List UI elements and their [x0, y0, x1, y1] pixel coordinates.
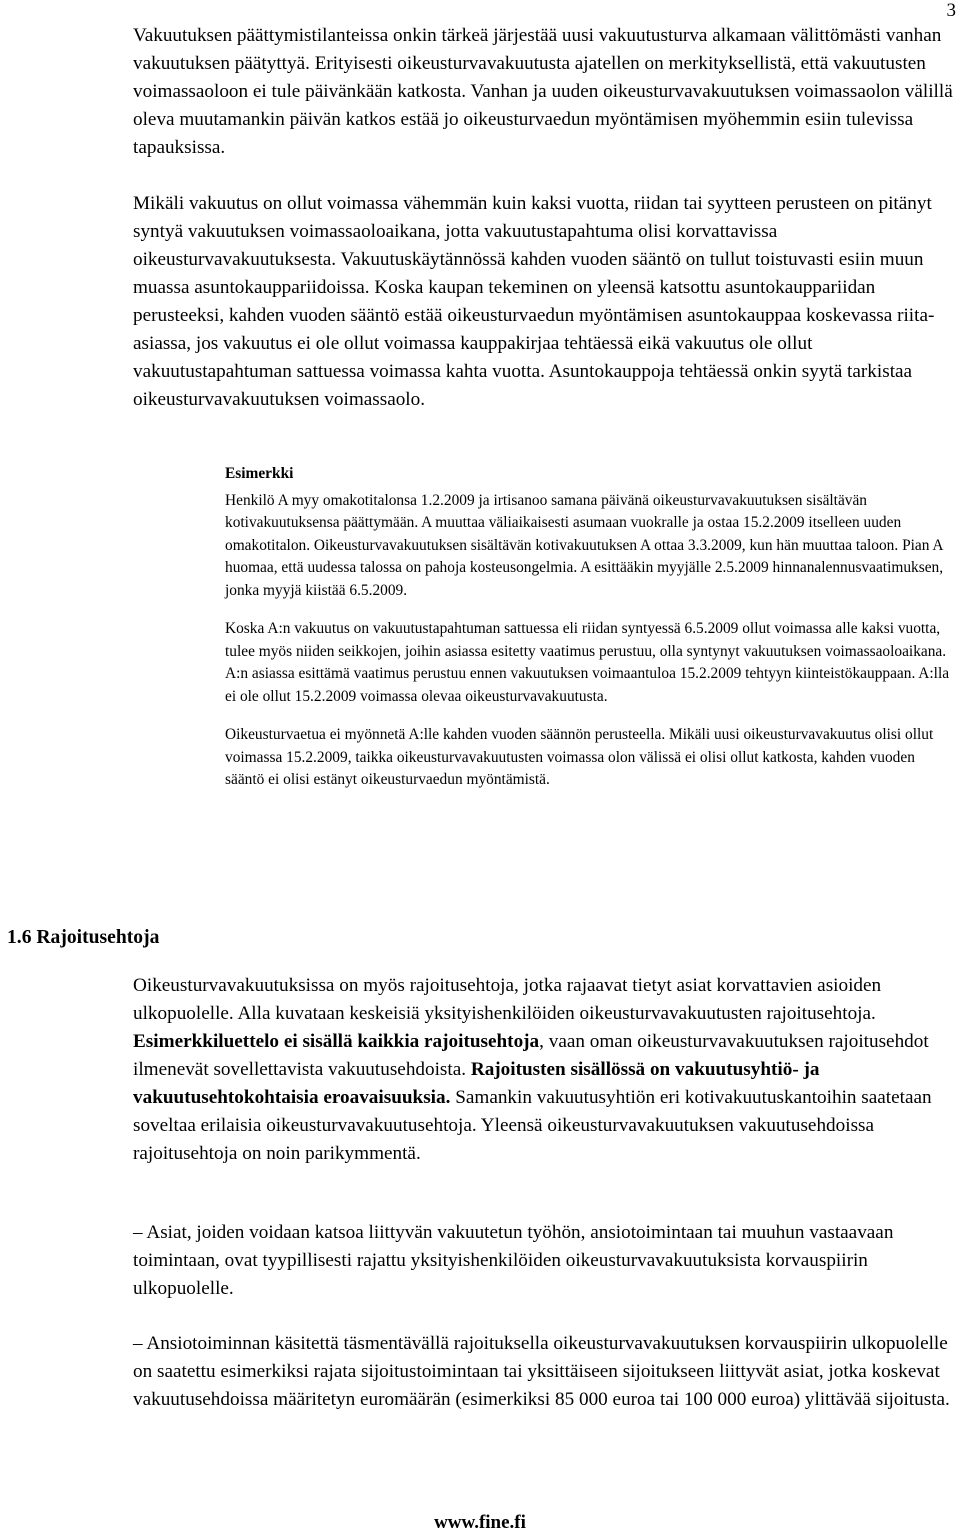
example-box [225, 463, 955, 792]
restrictions-bold-b: Rajoitusten sisällössä on vakuutusyhtiö- ja vakuutusehtokohtaisia eroavaisuuksia. [133, 1059, 820, 1108]
section-heading: 1.6 Rajoitusehtoja [7, 927, 160, 948]
page-number: 3 [946, 0, 956, 21]
example-paragraph-1: Henkilö A myy omakotitalonsa 1.2.2009 ja irtisanoo samana päivänä oikeusturvavakuutuksen sisältävän kotivakuutuksensa päättymään. A muuttaa väliaikaisesti asumaan vuokralle ja ostaa 15.2.2009 itselleen uuden omakotitalon. Oikeusturvavakuutuksen sisältävän kotivakuutuksen A ottaa 3.3.2009, kun hän muuttaa taloon. Pian A huomaa, että uudessa talossa on pahoja kosteusongelmia. A esittääkin myyjälle 2.5.2009 hinnanalennusvaatimuksen, jonka myyjä kiistää 6.5.2009. [225, 491, 944, 599]
restrictions-bold-a: Esimerkkiluettelo ei sisällä kaikkia rajoitusehtoja [133, 1031, 540, 1052]
paragraph-investment-exclusion: – Ansiotoiminnan käsitettä täsmentävällä rajoituksella oikeusturvavakuutuksen korvauspiirin ulkopuolelle on saatettu esimerkiksi rajata sijoitustoimintaan tai yksittäiseen sijoitukseen liittyvät asiat, jotka koskevat vakuutusehdoissa määritetyn euromäärän (esimerkiksi 85 000 euroa tai 100 000 euroa) ylittävää sijoitusta. [133, 1333, 950, 1410]
restrictions-text-c: Samankin vakuutusyhtiön eri kotivakuutuskantoihin saatetaan soveltaa erilaisia oikeusturvavakuutusehtoja. Yleensä oikeusturvavakuutuksen vakuutusehdoissa rajoitusehtoja on noin parikymmentä. [133, 1087, 932, 1164]
restrictions-text-b: , vaan oman oikeusturvavakuutuksen rajoitusehdot ilmenevät sovellettavista vakuutusehdoista. [133, 1031, 929, 1080]
footer-url[interactable]: www.fine.fi [434, 1512, 526, 1533]
paragraph-two-year-rule: Mikäli vakuutus on ollut voimassa vähemmän kuin kaksi vuotta, riidan tai syytteen perusteen on pitänyt syntyä vakuutuksen voimassaoloaikana, jotta vakuutustapahtuma olisi korvattavissa oikeusturvavakuutuksesta. Vakuutuskäytännössä kahden vuoden sääntö on tullut toistuvasti esiin muun muassa asuntokauppariidoissa. Koska kaupan tekeminen on yleensä katsottu asuntokauppariidan perusteeksi, kahden vuoden sääntö estää oikeusturvaedun myöntämisen asuntokauppaa koskevassa riita-asiassa, jos vakuutus ei ole ollut voimassa kauppakirjaa tehtäessä eikä vakuutus ole ollut vakuutustapahtuman sattuessa voimassa kahta vuotta. Asuntokauppoja tehtäessä onkin syytä tarkistaa oikeusturvavakuutuksen voimassaolo. [133, 193, 935, 410]
paragraph-contract-end: Vakuutuksen päättymistilanteissa onkin tärkeä järjestää uusi vakuutusturva alkamaan välittömästi vanhan vakuutuksen päätyttyä. Erityisesti oikeusturvavakuutusta ajatellen on merkityksellistä, että vakuutusten voimassaoloon ei tule päivänkään katkosta. Vanhan ja uuden oikeusturvavakuutuksen voimassaolon välillä oleva muutamankin päivän katkos estää jo oikeusturvaedun myöntämisen myöhemmin esiin tulevissa tapauksissa. [133, 25, 953, 158]
example-paragraph-2: Koska A:n vakuutus on vakuutustapahtuman sattuessa eli riidan syntyessä 6.5.2009 ollut voimassa alle kaksi vuotta, tulee myös niiden seikkojen, joihin asiassa esitetty vaatimus perustuu, olla syntynyt vakuutuksen voimassaoloaikana. A:n asiassa esittämä vaatimus perustuu ennen vakuutuksen voimaantuloa 15.2.2009 tehtyyn kiinteistökauppaan. A:lla ei ole ollut 15.2.2009 voimassa olevaa oikeusturvavakuutusta. [225, 620, 950, 705]
example-paragraph-3: Oikeusturvaetua ei myönnetä A:lle kahden vuoden säännön perusteella. Mikäli uusi oikeusturvavakuutus olisi ollut voimassa 15.2.2009, taikka oikeusturvavakuutusten voimassa olon välissä ei olisi ollut katkosta, kahden vuoden sääntö ei olisi estänyt oikeusturvaedun myöntämistä. [225, 726, 934, 788]
example-title: Esimerkki [225, 465, 294, 482]
paragraph-restrictions [133, 972, 953, 1168]
restrictions-text-a: Oikeusturvavakuutuksissa on myös rajoitusehtoja, jotka rajaavat tietyt asiat korvattavien asioiden ulkopuolelle. Alla kuvataan keskeisiä yksityishenkilöiden oikeusturvavakuutusten rajoitusehtoja. [133, 975, 882, 1024]
paragraph-work-exclusion: – Asiat, joiden voidaan katsoa liittyvän vakuutetun työhön, ansiotoimintaan tai muuhun vastaavaan toimintaan, ovat tyypillisesti rajattu yksityishenkilöiden oikeusturvavakuutuksista korvauspiirin ulkopuolelle. [133, 1222, 894, 1299]
